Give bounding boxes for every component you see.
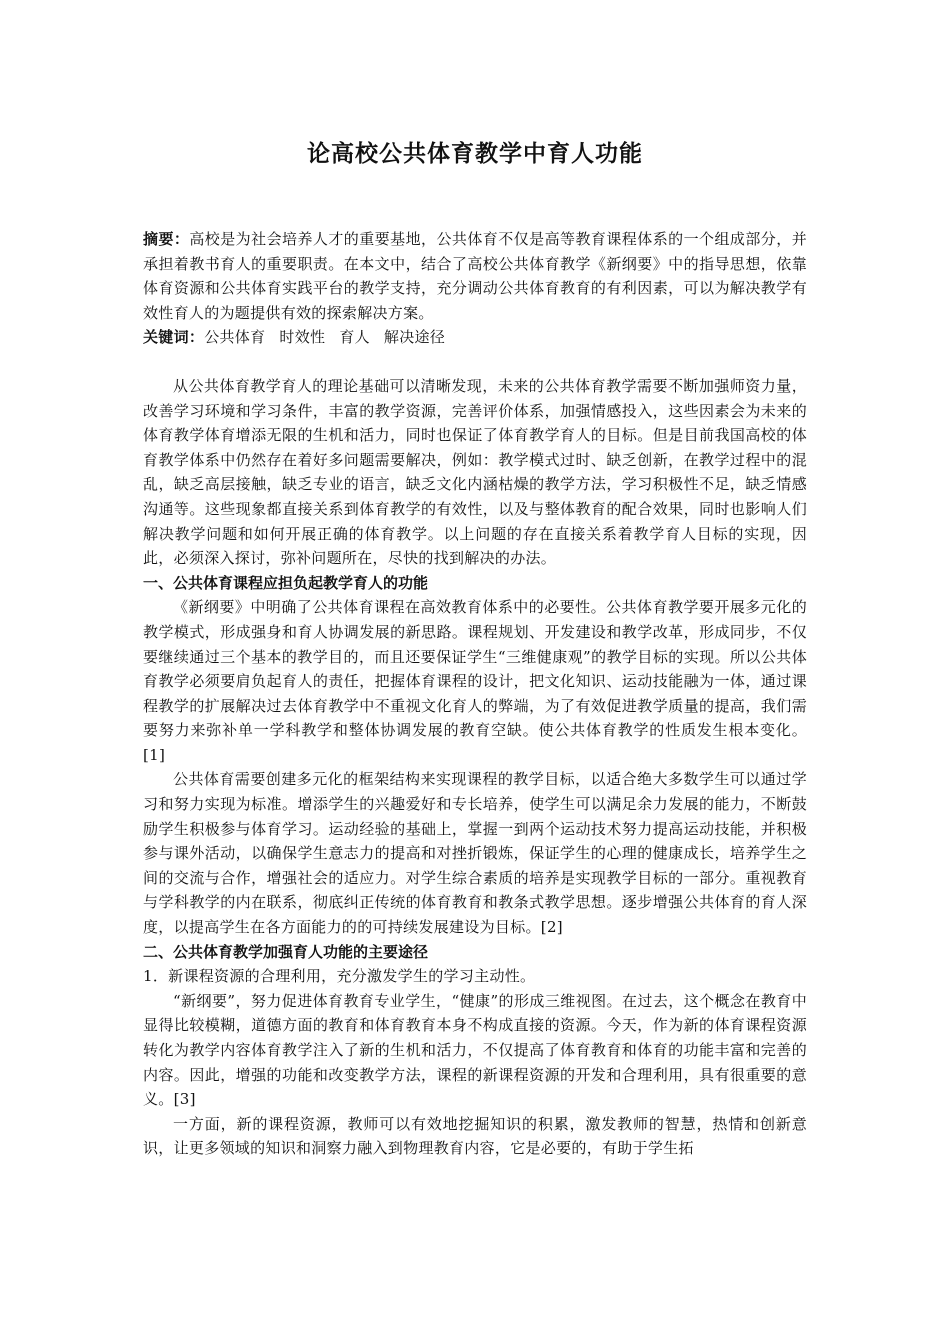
keyword-item: 解决途径: [383, 328, 446, 347]
abstract-text: 高校是为社会培养人才的重要基地，公共体育不仅是高等教育课程体系的一个组成部分，并承担着教书育人的重要职责。在本文中，结合了高校公共体育教学《新纲要》中的指导思想，依靠体育资源和公共体育实践平台的教学支持，充分调动公共体育教育的有利因素，可以为解决教学有效性育人的为题提供有效的探索解决方案。: [143, 230, 807, 322]
keyword-item: 公共体育: [204, 328, 266, 347]
section1-paragraph-1: 《新纲要》中明确了公共体育课程在高效教育体系中的必要性。公共体育教学要开展多元化的教学模式，形成强身和育人协调发展的新思路。课程规划、开发建设和教学改革，形成同步，不仅要继续通过三个基本的教学目的，而且还要保证学生“三维健康观”的教学目标的实现。所以公共体育教学必须要肩负起育人的责任，把握体育课程的设计，把文化知识、运动技能融为一体，通过课程教学的扩展解决过去体育教学中不重视文化育人的弊端，为了有效促进教学质量的提高，我们需要努力来弥补单一学科教学和整体协调发展的教育空缺。使公共体育教学的性质发生根本变化。[1]: [143, 598, 807, 764]
section1-paragraph-2: 公共体育需要创建多元化的框架结构来实现课程的教学目标，以适合绝大多数学生可以通过学习和努力实现为标准。增添学生的兴趣爱好和专长培养，使学生可以满足余力发展的能力，不断鼓励学生积极参与体育学习。运动经验的基础上，掌握一到两个运动技术努力提高运动技能，并积极参与课外活动，以确保学生意志力的提高和对挫折锻炼，保证学生的心理的健康成长，培养学生之间的交流与合作，增强社会的适应力。对学生综合素质的培养是实现教学目标的一部分。重视教育与学科教学的内在联系，彻底纠正传统的体育教育和教条式教学思想。逐步增强公共体育的育人深度，以提高学生在各方面能力的的可持续发展建设为目标。[2]: [143, 770, 807, 937]
section2-paragraph-2: 一方面，新的课程资源，教师可以有效地挖掘知识的积累，激发教师的智慧，热情和创新意识，让更多领域的知识和洞察力融入到物理教育内容，它是必要的，有助于学生拓: [143, 1114, 807, 1158]
keyword-item: 育人: [339, 328, 370, 347]
section2-paragraph-1: “新纲要”，努力促进体育教育专业学生，“健康”的形成三维视图。在过去，这个概念在教育中显得比较模糊，道德方面的教育和体育教育本身不构成直接的资源。今天，作为新的体育课程资源转化为教学内容体育教学注入了新的生机和活力，不仅提高了体育教育和体育的功能丰富和完善的内容。因此，增强的功能和改变教学方法，课程的新课程资源的开发和合理利用，具有很重要的意义。[3]: [143, 991, 807, 1109]
abstract-label: 摘要：: [143, 230, 190, 248]
section2-subheading-1: 1．新课程资源的合理利用，充分激发学生的学习主动性。: [143, 967, 536, 986]
page-title: 论高校公共体育教学中育人功能: [307, 141, 643, 167]
spacer: [143, 350, 807, 374]
keyword-item: 时效性: [279, 328, 326, 347]
section-heading-2: 二、公共体育教学加强育人功能的主要途径: [143, 942, 429, 961]
document-page: [143, 0, 807, 1161]
intro-paragraph: 从公共体育教学育人的理论基础可以清晰发现，未来的公共体育教学需要不断加强师资力量，改善学习环境和学习条件，丰富的教学资源，完善评价体系，加强情感投入，这些因素会为未来的体育教学体育增添无限的生机和活力，同时也保证了体育教学育人的目标。但是目前我国高校的体育教学体系中仍然存在着好多问题需要解决，例如：教学模式过时、缺乏创新，在教学过程中的混乱，缺乏高层接触，缺乏专业的语言，缺乏文化内涵枯燥的教学方法，学习积极性不足，缺乏情感沟通等。这些现象都直接关系到体育教学的有效性，以及与整体教育的配合效果，同时也影响人们解决教学问题和如何开展正确的体育教学。以上问题的存在直接关系着教学育人目标的实现，因此，必须深入探讨，弥补问题所在，尽快的找到解决的办法。: [143, 376, 807, 568]
section-heading-1: 一、公共体育课程应担负起教学育人的功能: [143, 573, 429, 592]
keywords-line: [143, 325, 807, 350]
abstract-paragraph: [143, 227, 807, 325]
keywords-label: 关键词：: [143, 328, 205, 347]
